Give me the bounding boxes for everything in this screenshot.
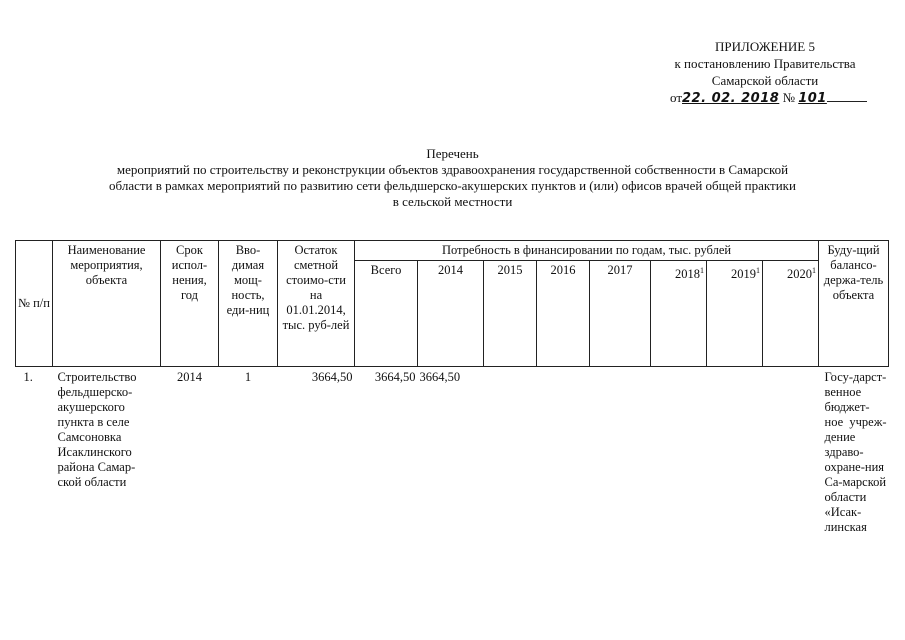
col-2016-header: 2016 xyxy=(537,261,590,367)
col-total-header: Всего xyxy=(355,261,418,367)
date-prefix: от xyxy=(670,90,683,105)
row-name: Строительство фельдшерско-акушерского пункта в селе Самсоновка Исаклинского района Самар-ской области xyxy=(53,367,161,538)
col-2014-header: 2014 xyxy=(418,261,484,367)
col-2017-header: 2017 xyxy=(590,261,651,367)
header-row-1 xyxy=(16,241,889,261)
handwritten-number: 101 xyxy=(798,91,827,106)
col-holder-header: Буду-щий балансо-держа-тель объекта xyxy=(819,241,889,367)
row-num: 1. xyxy=(16,367,53,538)
row-2019 xyxy=(707,367,763,538)
row-total: 3664,50 xyxy=(355,367,418,538)
row-2015 xyxy=(484,367,537,538)
number-prefix: № xyxy=(782,90,795,105)
row-holder: Госу-дарст-венное бюджет-ное учреж-дение здраво-охране-ния Са-марской области «Исак-линская xyxy=(819,367,889,538)
appendix-date-line xyxy=(670,89,890,107)
appendix-title: ПРИЛОЖЕНИЕ 5 xyxy=(715,39,815,54)
handwritten-date: 22. 02. 2018 xyxy=(682,91,780,106)
title-line-2: области в рамках мероприятий по развитию сети фельдшерско-акушерских пунктов и (или) офисов врачей общей практики xyxy=(109,178,796,193)
row-balance: 3664,50 xyxy=(278,367,355,538)
appendix-region: Самарской области xyxy=(711,73,819,88)
col-num-header: № п/п xyxy=(16,241,53,367)
row-2016 xyxy=(537,367,590,538)
title-heading: Перечень xyxy=(426,146,479,161)
row-2014: 3664,50 xyxy=(418,367,484,538)
row-2017 xyxy=(590,367,651,538)
col-financing-group-header: Потребность в финансировании по годам, тыс. рублей xyxy=(355,241,819,261)
row-2020 xyxy=(763,367,819,538)
col-capacity-header: Вво-димая мощ-ность, еди-ниц xyxy=(219,241,278,367)
col-2019-header: 2019$^1$ xyxy=(707,261,763,367)
col-balance-header: Остаток сметной стоимо-сти на 01.01.2014, тыс. руб-лей xyxy=(278,241,355,367)
row-term: 2014 xyxy=(161,367,219,538)
title-line-1: мероприятий по строительству и реконструкции объектов здравоохранения государственной собственности в Самарской xyxy=(116,162,789,177)
row-2018 xyxy=(651,367,707,538)
document-title xyxy=(0,146,905,210)
col-name-header: Наименование мероприятия, объекта xyxy=(53,241,161,367)
appendix-resolution: к постановлению Правительства xyxy=(674,56,856,71)
row-capacity: 1 xyxy=(219,367,278,538)
title-line-3: в сельской местности xyxy=(392,194,513,209)
projects-table xyxy=(15,240,889,537)
col-2015-header: 2015 xyxy=(484,261,537,367)
col-2018-header: 2018$^1$ xyxy=(651,261,707,367)
appendix-block xyxy=(640,38,890,107)
col-term-header: Срок испол-нения, год xyxy=(161,241,219,367)
col-2020-header: 2020$^1$ xyxy=(763,261,819,367)
table-row xyxy=(16,367,889,538)
